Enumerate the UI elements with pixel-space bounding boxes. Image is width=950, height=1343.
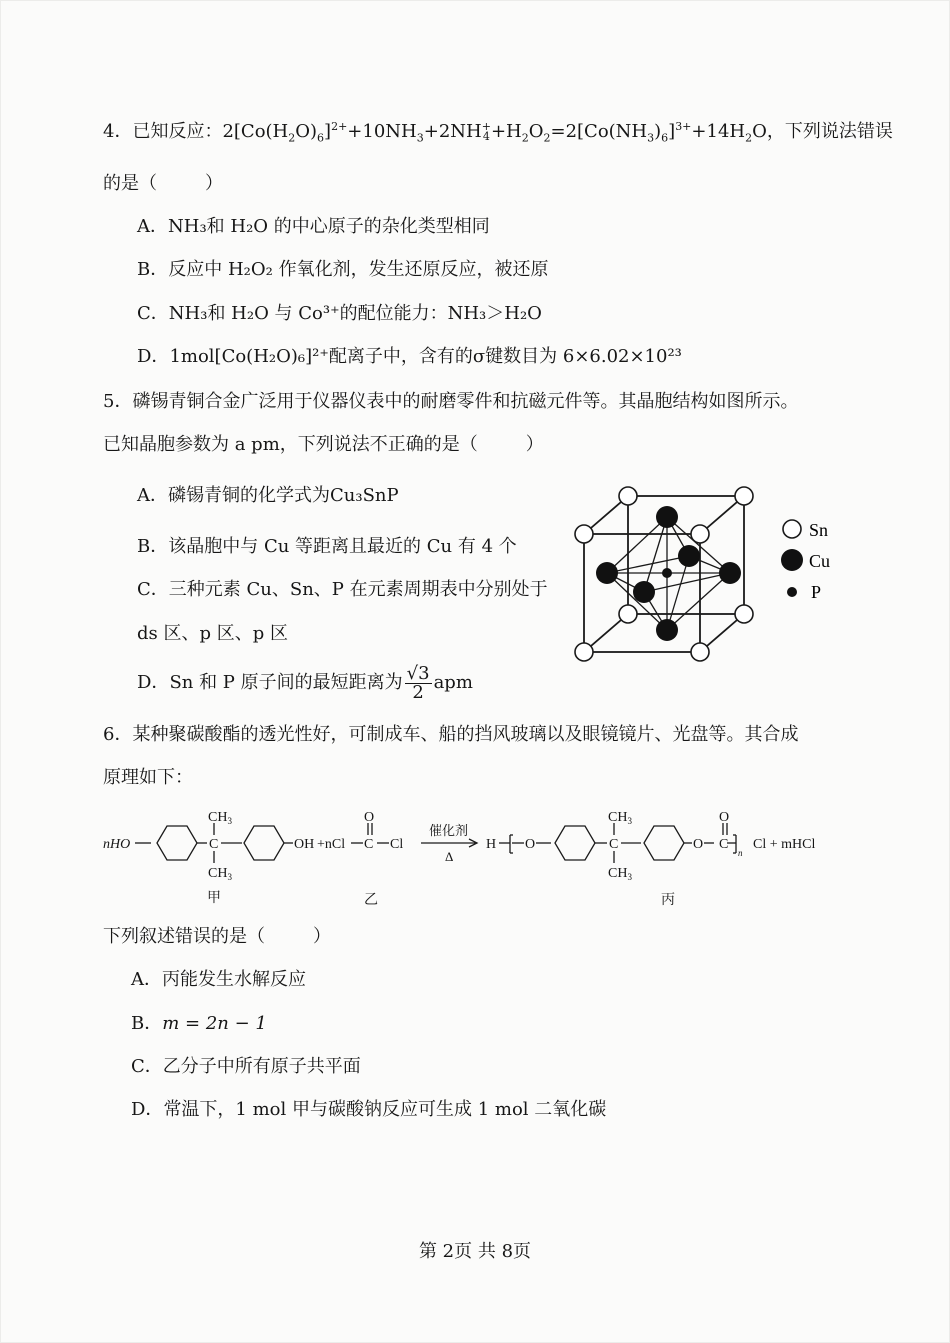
option-letter: B． bbox=[137, 536, 169, 557]
q6-stem-text: 某种聚碳酸酯的透光性好，可制成车、船的挡风玻璃以及眼镜镜片、光盘等。其合成 bbox=[132, 724, 799, 745]
q5-paren-close: ） bbox=[525, 434, 544, 455]
legend-sn-marker bbox=[783, 520, 801, 538]
product-o-1: O bbox=[525, 837, 536, 852]
q4-option-d bbox=[137, 345, 682, 369]
legend-sn-label: Sn bbox=[809, 520, 829, 540]
option-text: 三种元素 Cu、Sn、P 在元素周期表中分别处于 bbox=[168, 579, 548, 600]
q6-paren-close: ） bbox=[313, 926, 331, 947]
q4-number: 4． bbox=[103, 121, 133, 142]
label-jia: 甲 bbox=[207, 891, 221, 906]
q4-option-b bbox=[137, 258, 549, 282]
fraction-numerator: √3 bbox=[406, 662, 430, 684]
q6-option-c bbox=[131, 1055, 361, 1079]
ch3-top-1: $CH_3$ bbox=[208, 810, 232, 826]
option-letter: B． bbox=[131, 1013, 163, 1034]
label-bing: 丙 bbox=[661, 893, 675, 908]
ch3-top-2: $CH_3$ bbox=[608, 810, 632, 826]
quaternary-c-2: C bbox=[609, 837, 619, 852]
option-letter: A． bbox=[137, 485, 168, 506]
q4-option-c bbox=[137, 302, 542, 326]
product-o-2: O bbox=[693, 837, 704, 852]
unit-text: apm bbox=[433, 672, 473, 693]
option-letter: D． bbox=[137, 346, 170, 367]
catalyst-label: 催化剂 bbox=[429, 823, 469, 838]
q4-stem-text: 的是（ bbox=[103, 173, 157, 194]
q6-question-text: 下列叙述错误的是（ bbox=[103, 926, 265, 947]
q6-option-b bbox=[131, 1012, 267, 1036]
ch3-bottom-2: $CH_3$ bbox=[608, 866, 632, 882]
legend-cu-label: Cu bbox=[809, 551, 831, 571]
benzene-ring-2 bbox=[244, 826, 284, 860]
page-footer: 第 2页 共 8页 bbox=[418, 1241, 532, 1262]
q6-number: 6． bbox=[103, 724, 133, 745]
quaternary-c-1: C bbox=[209, 837, 219, 852]
option-letter: A． bbox=[137, 216, 168, 237]
carbonyl-c-1: C bbox=[364, 837, 374, 852]
reactant1-right-text: OH bbox=[294, 837, 315, 852]
option-letter: C． bbox=[137, 303, 169, 324]
q5-option-c-cont bbox=[137, 622, 288, 646]
option-letter: C． bbox=[131, 1056, 163, 1077]
label-yi: 乙 bbox=[364, 893, 378, 908]
q6-stem-line1 bbox=[103, 723, 798, 747]
q6-question bbox=[103, 925, 331, 949]
q5-option-a bbox=[137, 484, 399, 508]
heat-label: Δ bbox=[445, 849, 454, 864]
option-letter: B． bbox=[137, 259, 169, 280]
legend-cu-marker bbox=[781, 549, 803, 571]
q5-stem-line1 bbox=[103, 390, 798, 414]
option-text: 乙分子中所有原子共平面 bbox=[162, 1056, 361, 1077]
q5-stem-line2 bbox=[103, 433, 544, 457]
reaction-scheme bbox=[99, 801, 859, 911]
option-text: 磷锡青铜的化学式为Cu₃SnP bbox=[168, 485, 399, 506]
option-text: m = 2n − 1 bbox=[162, 1013, 267, 1034]
q5-option-c bbox=[137, 578, 548, 602]
benzene-ring-4 bbox=[644, 826, 684, 860]
q4-stem-prefix: 已知反应： bbox=[132, 121, 223, 142]
option-text: 丙能发生水解反应 bbox=[162, 969, 306, 990]
repeat-n-subscript: n bbox=[738, 848, 743, 858]
q4-stem-line1 bbox=[103, 120, 893, 144]
option-text: 该晶胞中与 Cu 等距离且最近的 Cu 有 4 个 bbox=[168, 536, 517, 557]
q5-number: 5． bbox=[103, 391, 133, 412]
legend-p-label: P bbox=[811, 582, 822, 602]
q6-option-a bbox=[131, 968, 306, 992]
q4-option-a bbox=[137, 215, 490, 239]
q6-stem-text: 原理如下： bbox=[103, 767, 193, 788]
option-text: ds 区、p 区、p 区 bbox=[137, 623, 288, 644]
option-text: NH₃和 H₂O 的中心原子的杂化类型相同 bbox=[168, 216, 490, 237]
product-tail-text: Cl + mHCl bbox=[753, 837, 816, 852]
option-letter: A． bbox=[131, 969, 162, 990]
p-atom bbox=[662, 568, 672, 578]
fraction-denominator: 2 bbox=[412, 681, 424, 703]
q6-option-d bbox=[131, 1098, 606, 1122]
crystal-cell-figure bbox=[561, 479, 851, 669]
q5-option-b bbox=[137, 535, 517, 559]
reactant1-left-text: nHO bbox=[103, 837, 131, 852]
reactant2-right-text: Cl bbox=[390, 837, 404, 852]
q5-stem-text: 已知晶胞参数为 a pm，下列说法不正确的是（ bbox=[103, 434, 478, 455]
q4-equation: $2[Co(H_2O)_6]^{2+}+10NH_3+2NH$ + 4 $+H_2O_2=2[Co(NH_3)_6]^{3+}+14H_2O$ bbox=[222, 120, 767, 145]
legend-p-marker bbox=[787, 587, 797, 597]
product-h-text: H bbox=[486, 837, 497, 852]
q4-paren-close: ） bbox=[205, 173, 223, 194]
ch3-bottom-1: $CH_3$ bbox=[208, 866, 232, 882]
option-text: 反应中 H₂O₂ 作氧化剂，发生还原反应，被还原 bbox=[168, 259, 549, 280]
q5-option-d bbox=[137, 661, 473, 705]
sqrt3-over-2-fraction bbox=[405, 662, 432, 703]
q4-stem-suffix: ，下列说法错误 bbox=[766, 121, 893, 142]
option-text: NH₃和 H₂O 与 Co³⁺的配位能力：NH₃＞H₂O bbox=[168, 303, 542, 324]
benzene-ring-3 bbox=[555, 826, 595, 860]
carbonyl-c-2: C bbox=[719, 837, 729, 852]
svg-text:nHO bbox=[103, 837, 130, 852]
q4-stem-line2 bbox=[103, 172, 223, 196]
option-letter: D． bbox=[137, 672, 170, 693]
reactant2-left-text: +nCl bbox=[317, 837, 346, 852]
option-text: Sn 和 P 原子间的最短距离为 bbox=[169, 672, 403, 693]
option-letter: D． bbox=[131, 1099, 164, 1120]
carbonyl-o-2: O bbox=[719, 810, 730, 825]
option-text: 常温下，1 mol 甲与碳酸钠反应可生成 1 mol 二氧化碳 bbox=[163, 1099, 607, 1120]
benzene-ring-1 bbox=[157, 826, 197, 860]
q6-stem-line2 bbox=[103, 766, 193, 790]
q5-stem-text: 磷锡青铜合金广泛用于仪器仪表中的耐磨零件和抗磁元件等。其晶胞结构如图所示。 bbox=[132, 391, 799, 412]
option-letter: C． bbox=[137, 579, 169, 600]
option-text: 1mol[Co(H₂O)₆]²⁺配离子中，含有的σ键数目为 6×6.02×10²³ bbox=[169, 346, 682, 367]
carbonyl-o-1: O bbox=[364, 810, 375, 825]
